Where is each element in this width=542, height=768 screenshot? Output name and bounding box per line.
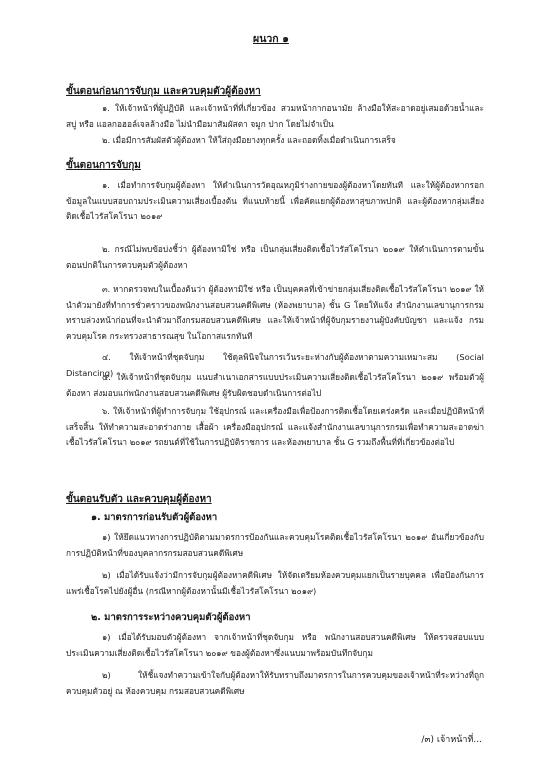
section-heading-custody: ขั้นตอนรับตัว และควบคุมผู้ต้องหา xyxy=(66,494,212,505)
paragraph: ๑. เมื่อทำการจับกุมผู้ต้องหา ให้ดำเนินการวัดอุณหภูมิร่างกายของผู้ต้องหาโดยทันที และให้ผู้ต้องหากรอกข้อมูลในแบบสอบถามประเมินความเสี่ยงเบื้องต้น ที่แนบท้ายนี้ เพื่อคัดแยกผู้ต้องหาสุขภาพปกติ และผู้ต้องหากลุ่มเสี่ยงติดเชื้อไวรัสโคโรนา ๒๐๑๙ xyxy=(66,180,484,221)
paragraph: ๒) เมื่อได้รับแจ้งว่ามีการจับกุมผู้ต้องหาคดีพิเศษ ให้จัดเตรียมห้องควบคุมแยกเป็นรายบุคคล เพื่อป้องกันการแพร่เชื้อโรคไปยังผู้อื่น (กรณีหากผู้ต้องหานั้นมีเชื้อไวรัสโคโรนา ๒๐๑๙) xyxy=(66,570,484,596)
paragraph: ๒. กรณีไม่พบข้อบ่งชี้ว่า ผู้ต้องหามิใช่ หรือ เป็นกลุ่มเสี่ยงติดเชื้อไวรัสโคโรนา ๒๐๑๙ ให้ดำเนินการตามขั้นตอนปกติในการควบคุมตัวผู้ต้องหา xyxy=(66,244,484,270)
subsection-heading-before-custody: ๑. มาตรการก่อนรับตัวผู้ต้องหา xyxy=(91,512,218,523)
paragraph: ๔. ให้เจ้าหน้าที่ชุดจับกุม ใช้ดุลพินิจในการเว้นระยะห่างกับผู้ต้องหาตามความเหมาะสม (Social Distancing) xyxy=(66,352,484,378)
paragraph: ๕. ให้เจ้าหน้าที่ชุดจับกุม แนบสำเนาเอกสารแบบประเมินความเสี่ยงติดเชื้อไวรัสโคโรนา ๒๐๑๙ พร้อมตัวผู้ต้องหา ส่งมอบแก่พนักงานสอบสวนคดีพิเศษ ผู้รับผิดชอบดำเนินการต่อไป xyxy=(66,372,484,398)
section-heading-pre-arrest: ขั้นตอนก่อนการจับกุม และควบคุมตัวผู้ต้องหา xyxy=(66,86,261,97)
subsection-heading-during-custody: ๒. มาตรการระหว่างควบคุมตัวผู้ต้องหา xyxy=(91,612,251,623)
annex-title: ผนวก ๑ xyxy=(253,33,289,45)
paragraph: ๑. ให้เจ้าหน้าที่ผู้ปฏิบัติ และเจ้าหน้าที่ที่เกี่ยวข้อง สวมหน้ากากอนามัย ล้างมือให้สะอาดอยู่เสมอด้วยน้ำและสบู่ หรือ แอลกอฮอล์เจลล้างมือ ไม่นำมือมาสัมผัสตา จมูก ปาก โดยไม่จำเป็น xyxy=(66,103,484,129)
paragraph: ๒) ให้ชี้แจงทำความเข้าใจกับผู้ต้องหาให้รับทราบถึงมาตรการในการควบคุมของเจ้าหน้าที่ระหว่างที่ถูกควบคุมตัวอยู่ ณ ห้องควบคุม กรมสอบสวนคดีพิเศษ xyxy=(66,670,484,696)
paragraph: ๑) เมื่อได้รับมอบตัวผู้ต้องหา จากเจ้าหน้าที่ชุดจับกุม หรือ พนักงานสอบสวนคดีพิเศษ ให้ตรวจสอบแบบประเมินความเสี่ยงติดเชื้อไวรัสโคโรนา ๒๐๑๙ ของผู้ต้องหาซึ่งแนบมาพร้อมบันทึกจับกุม xyxy=(66,632,484,658)
page-continuation: /๓) เจ้าหน้าที่... xyxy=(421,735,482,745)
paragraph: ๓. หากตรวจพบในเบื้องต้นว่า ผู้ต้องหามิใช่ หรือ เป็นบุคคลที่เข้าข่ายกลุ่มเสี่ยงติดเชื้อไวรัสโคโรนา ๒๐๑๙ ให้นำตัวมายังที่ทำการชั่วคราวของพนักงานสอบสวนคดีพิเศษ (ห้องพยาบาล) ชั้น G โดยให้แจ้ง สำนักงานเลขานุการกรม ทราบล่วงหน้าก่อนที่จะนำตัวมาถึงกรมสอบสวนคดีพิเศษ และให้เจ้าหน้าที่ผู้จับกุมรายงานผู้บังคับบัญชา และแจ้ง กรมควบคุมโรค กระทรวงสาธารณสุข ในโอกาสแรกทันที xyxy=(66,284,484,341)
section-heading-arrest: ขั้นตอนการจับกุม xyxy=(66,160,141,171)
paragraph: ๖. ให้เจ้าหน้าที่ผู้ทำการจับกุม ใช้อุปกรณ์ และเครื่องมือเพื่อป้องการติดเชื้อโดยเคร่งครัด และเมื่อปฏิบัติหน้าที่เสร็จสิ้น ให้ทำความสะอาดร่างกาย เสื้อผ้า เครื่องมืออุปกรณ์ และแจ้งสำนักงานเลขานุการกรมเพื่อทำความสะอาดฆ่าเชื้อไวรัสโคโรนา ๒๐๑๙ รถยนต์ที่ใช้ในการปฏิบัติราชการ และห้องพยาบาล ชั้น G รวมถึงพื้นที่ที่เกี่ยวข้องต่อไป xyxy=(66,406,484,447)
paragraph: ๑) ให้ยึดแนวทางการปฏิบัติตามมาตรการป้องกันและควบคุมโรคติดเชื้อไวรัสโคโรนา ๒๐๑๙ อันเกี่ยวข้องกับการปฏิบัติหน้าที่ของบุคลากรกรมสอบสวนคดีพิเศษ xyxy=(66,532,484,558)
paragraph: ๒. เมื่อมีการสัมผัสตัวผู้ต้องหา ให้ใส่ถุงมือยางทุกครั้ง และถอดทิ้งเมื่อดำเนินการเสร็จ xyxy=(102,135,396,145)
